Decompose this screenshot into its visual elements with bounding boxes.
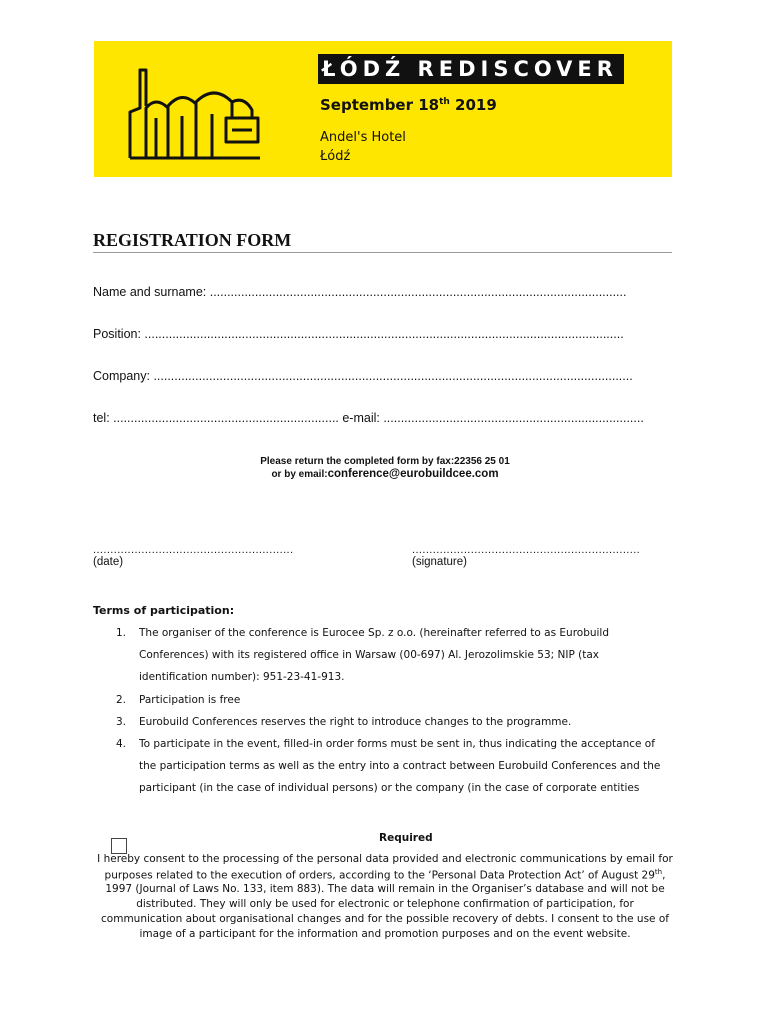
consent-text-line: communication about organisational changes and for the possible recovery of debts. I consent to the use of <box>101 913 669 925</box>
term-line: Participation is free <box>139 694 241 706</box>
tel-email-field[interactable]: tel: ................................................................. e-mail: ........................................................................... <box>93 411 644 425</box>
company-field[interactable]: Company: .......................................................................................................................................... <box>93 369 633 383</box>
consent-checkbox[interactable] <box>111 838 127 854</box>
consent-text-line: purposes related to the execution of orders, according to the ‘Personal Data Protection Act’ of August 29th, <box>104 868 666 882</box>
term-line: Eurobuild Conferences reserves the right to introduce changes to the programme. <box>139 716 572 728</box>
signature-line[interactable]: .................................................................. <box>412 544 641 556</box>
return-instructions: Please return the completed form by fax:22356 25 01 <box>260 456 510 467</box>
consent-text-line: image of a participant for the information and promotion purposes and on the event website. <box>139 928 631 940</box>
position-field[interactable]: Position: .......................................................................................................................................... <box>93 327 624 341</box>
event-title: ŁÓDŹ REDISCOVER <box>318 54 624 84</box>
terms-heading: Terms of participation: <box>93 604 235 617</box>
term-line: Conferences) with its registered office in Warsaw (00-697) Al. Jerozolimskie 53; NIP (tax <box>139 649 599 661</box>
term-number: 1. <box>116 627 127 639</box>
factory-logo-icon <box>128 68 264 160</box>
term-number: 4. <box>116 738 127 750</box>
title-divider <box>93 252 672 253</box>
event-date: September 18th 2019 <box>320 96 497 114</box>
term-line: participant (in the case of individual persons) or the company (in the case of corporate entities <box>139 782 640 794</box>
consent-text-line: 1997 (Journal of Laws No. 133, item 883). The data will remain in the Organiser’s database and will not be <box>105 883 665 895</box>
term-line: To participate in the event, filled-in order forms must be sent in, thus indicating the acceptance of <box>139 738 655 750</box>
form-title: REGISTRATION FORM <box>93 230 292 250</box>
date-line[interactable]: .......................................................... <box>93 544 294 556</box>
consent-text-line: I hereby consent to the processing of the personal data provided and electronic communications by email for <box>97 853 673 865</box>
term-line: the participation terms as well as the entry into a contract between Eurobuild Conferences and the <box>139 760 661 772</box>
name-surname-field[interactable]: Name and surname: ........................................................................................................................ <box>93 285 627 299</box>
contact-email: conference@eurobuildcee.com <box>327 468 499 480</box>
term-line: The organiser of the conference is Eurocee Sp. z o.o. (hereinafter referred to as Eurobuild <box>139 627 610 639</box>
return-email-line: or by email:conference@eurobuildcee.com <box>271 468 499 480</box>
signature-label: (signature) <box>412 556 467 568</box>
consent-text-line: distributed. They will only be used for electronic or telephone confirmation of participation, for <box>136 898 634 910</box>
required-label: Required <box>379 832 433 844</box>
date-label: (date) <box>93 556 124 568</box>
venue-hotel: Andel's Hotel <box>320 130 406 145</box>
venue-city: Łódź <box>320 149 351 164</box>
term-line: identification number): 951-23-41-913. <box>139 671 345 683</box>
term-number: 2. <box>116 694 127 706</box>
term-number: 3. <box>116 716 127 728</box>
